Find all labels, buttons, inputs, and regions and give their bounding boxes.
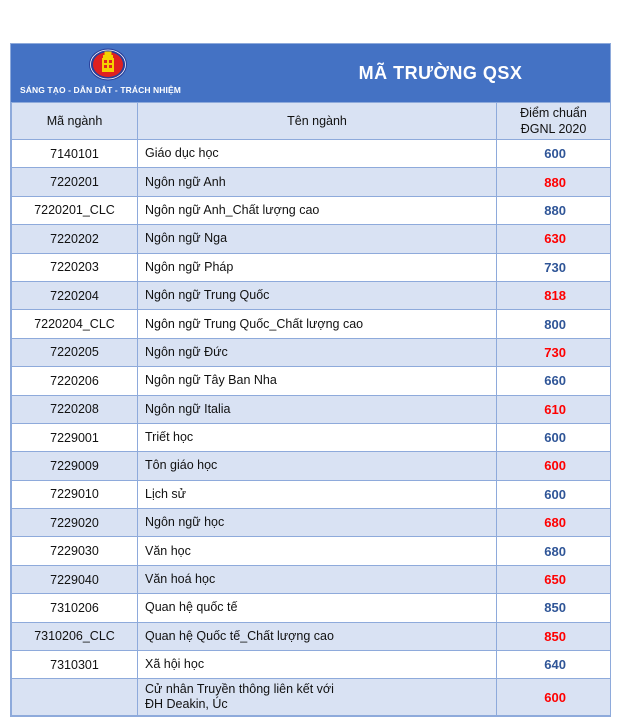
major-code: 7229020 [12, 509, 138, 537]
major-code: 7140101 [12, 140, 138, 168]
table-row [12, 622, 611, 650]
cutoff-score: 850 [497, 622, 611, 650]
major-name: Ngôn ngữ học [138, 509, 497, 537]
banner [11, 44, 610, 102]
major-code: 7220201 [12, 168, 138, 196]
major-name: Ngôn ngữ Trung Quốc_Chất lượng cao [138, 310, 497, 338]
cutoff-score: 600 [497, 140, 611, 168]
major-code: 7229040 [12, 565, 138, 593]
cutoff-score: 660 [497, 367, 611, 395]
table-row [12, 537, 611, 565]
major-name: Triết học [138, 423, 497, 451]
major-name: Quan hệ quốc tế [138, 594, 497, 622]
major-name: Văn học [138, 537, 497, 565]
major-name: Ngôn ngữ Anh_Chất lượng cao [138, 196, 497, 224]
table-row [12, 310, 611, 338]
table-row [12, 679, 611, 716]
table-row [12, 253, 611, 281]
major-name: Ngôn ngữ Nga [138, 225, 497, 253]
major-name [138, 679, 497, 716]
page-title: MÃ TRƯỜNG QSX [358, 63, 523, 83]
admission-score-table-sheet [10, 43, 611, 717]
cutoff-score: 600 [497, 423, 611, 451]
major-code [12, 679, 138, 716]
table-row [12, 196, 611, 224]
cutoff-score: 650 [497, 565, 611, 593]
cutoff-score: 600 [497, 452, 611, 480]
column-header-name: Tên ngành [138, 103, 497, 140]
major-code: 7220201_CLC [12, 196, 138, 224]
table-row [12, 395, 611, 423]
major-code: 7220208 [12, 395, 138, 423]
cutoff-score: 880 [497, 196, 611, 224]
cutoff-score: 730 [497, 253, 611, 281]
table-row [12, 509, 611, 537]
cutoff-score: 600 [497, 679, 611, 716]
cutoff-score: 680 [497, 509, 611, 537]
table-row [12, 225, 611, 253]
score-header-line1: Điểm chuẩn [520, 106, 587, 120]
major-code: 7229009 [12, 452, 138, 480]
table-row [12, 281, 611, 309]
major-code: 7229001 [12, 423, 138, 451]
major-code: 7229010 [12, 480, 138, 508]
major-code: 7220202 [12, 225, 138, 253]
major-code: 7310206_CLC [12, 622, 138, 650]
column-header-code: Mã ngành [12, 103, 138, 140]
table-row [12, 565, 611, 593]
major-code: 7220203 [12, 253, 138, 281]
slogan: SÁNG TẠO - DẪN DẮT - TRÁCH NHIỆM [20, 85, 181, 95]
major-name: Ngôn ngữ Anh [138, 168, 497, 196]
cutoff-score: 730 [497, 338, 611, 366]
score-header-line2: ĐGNL 2020 [520, 122, 587, 136]
table-row [12, 367, 611, 395]
table-row [12, 651, 611, 679]
cutoff-score: 630 [497, 225, 611, 253]
major-name-line1: Cử nhân Truyền thông liên kết với [145, 682, 334, 697]
cutoff-score: 600 [497, 480, 611, 508]
table-header-row [12, 103, 611, 140]
major-code: 7220206 [12, 367, 138, 395]
major-name: Lịch sử [138, 480, 497, 508]
major-name: Xã hội học [138, 651, 497, 679]
major-name: Ngôn ngữ Italia [138, 395, 497, 423]
table-row [12, 594, 611, 622]
major-name: Ngôn ngữ Tây Ban Nha [138, 367, 497, 395]
cutoff-score: 680 [497, 537, 611, 565]
major-code: 7220205 [12, 338, 138, 366]
major-code: 7220204 [12, 281, 138, 309]
table-row [12, 338, 611, 366]
table-row [12, 168, 611, 196]
cutoff-score: 880 [497, 168, 611, 196]
column-header-score [497, 103, 611, 140]
table-row [12, 140, 611, 168]
table-row [12, 452, 611, 480]
major-code: 7220204_CLC [12, 310, 138, 338]
major-name: Ngôn ngữ Đức [138, 338, 497, 366]
major-code: 7310301 [12, 651, 138, 679]
major-name: Tôn giáo học [138, 452, 497, 480]
cutoff-score: 818 [497, 281, 611, 309]
major-name: Ngôn ngữ Trung Quốc [138, 281, 497, 309]
cutoff-score: 640 [497, 651, 611, 679]
cutoff-score: 850 [497, 594, 611, 622]
major-name-line2: ĐH Deakin, Úc [145, 697, 228, 712]
major-name: Ngôn ngữ Pháp [138, 253, 497, 281]
major-name: Giáo dục học [138, 140, 497, 168]
major-name: Quan hệ Quốc tế_Chất lượng cao [138, 622, 497, 650]
cutoff-score: 610 [497, 395, 611, 423]
scores-table [11, 102, 611, 716]
major-name: Văn hoá học [138, 565, 497, 593]
university-emblem-icon [88, 47, 128, 82]
major-code: 7310206 [12, 594, 138, 622]
table-row [12, 423, 611, 451]
major-code: 7229030 [12, 537, 138, 565]
table-row [12, 480, 611, 508]
cutoff-score: 800 [497, 310, 611, 338]
